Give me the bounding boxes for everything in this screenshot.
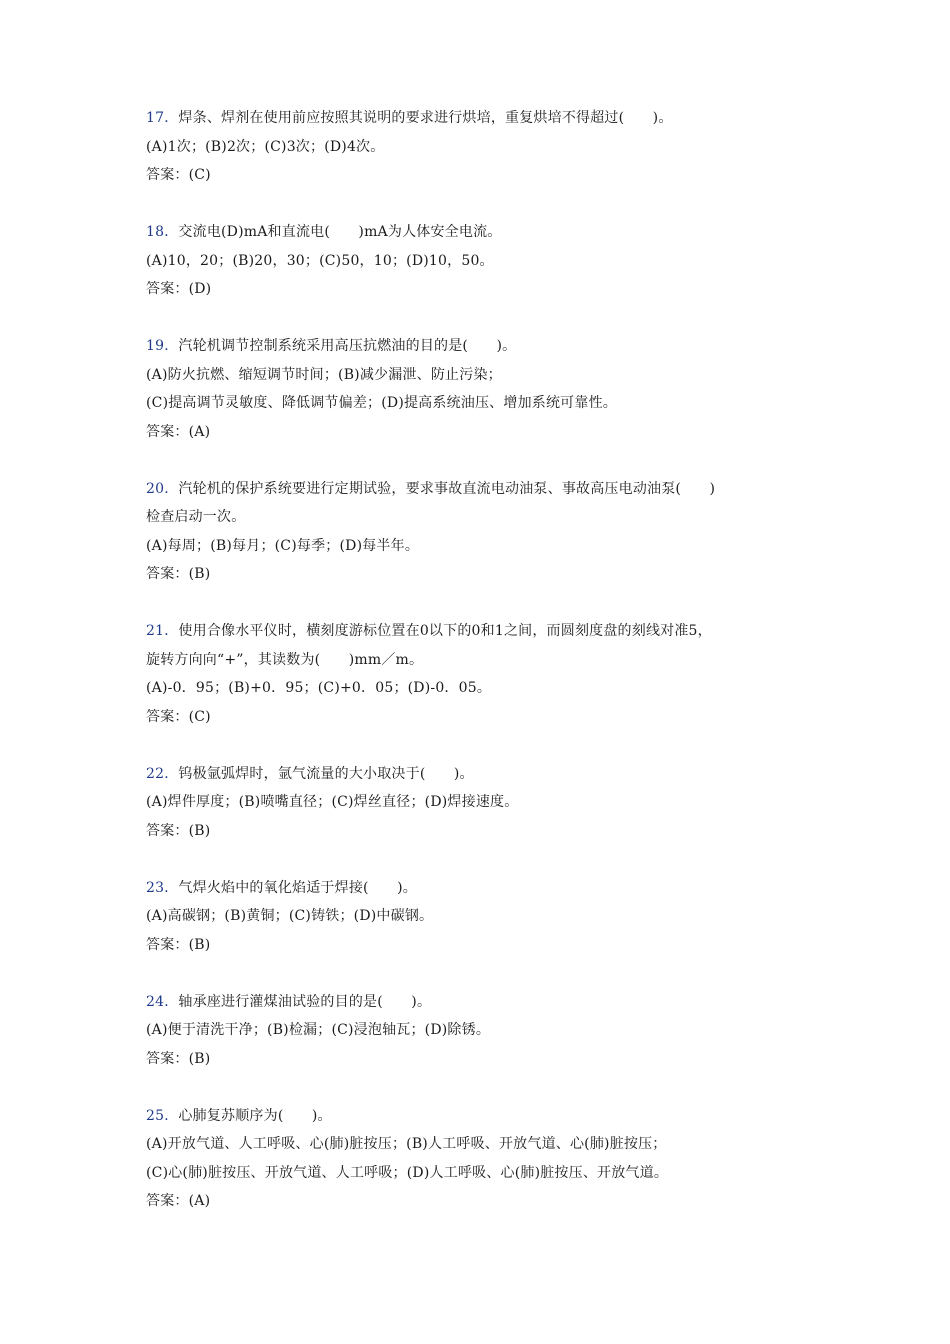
question-block [146, 475, 826, 618]
question-options: (A)10，20；(B)20，30；(C)50，10；(D)10，50。 [146, 252, 494, 269]
question-answer: 答案：(B) [146, 566, 211, 582]
question-options: (C)提高调节灵敏度、降低调节偏差；(D)提高系统油压、增加系统可靠性。 [146, 395, 617, 411]
spacer [146, 589, 826, 618]
question-options: (A)开放气道、人工呼吸、心(肺)脏按压；(B)人工呼吸、开放气道、心(肺)脏按压； [146, 1136, 667, 1152]
question-stem: 检查启动一次。 [146, 509, 246, 525]
question-block [146, 617, 826, 760]
question-text [146, 1102, 826, 1131]
question-stem: 轴承座进行灌煤油试验的目的是( )。 [178, 993, 432, 1010]
question-text [146, 646, 826, 675]
question-options: (A)高碳钢；(B)黄铜；(C)铸铁；(D)中碳钢。 [146, 908, 434, 924]
question-number: 23． [146, 879, 179, 896]
spacer [146, 304, 826, 333]
spacer [146, 1073, 826, 1102]
question-text [146, 332, 826, 361]
question-block [146, 988, 826, 1102]
question-options: (A)每周；(B)每月；(C)每季；(D)每半年。 [146, 537, 420, 554]
spacer [146, 1216, 826, 1245]
question-text [146, 218, 826, 247]
question-number: 18． [146, 224, 179, 240]
question-number: 25． [146, 1107, 179, 1124]
question-stem: 焊条、焊剂在使用前应按照其说明的要求进行烘培，重复烘培不得超过( )。 [178, 110, 673, 126]
question-stem: 气焊火焰中的氧化焰适于焊接( )。 [178, 879, 417, 896]
spacer [146, 446, 826, 475]
question-stem: 交流电(D)mA和直流电( )mA为人体安全电流。 [178, 224, 502, 240]
question-stem: 汽轮机的保护系统要进行定期试验，要求事故直流电动油泵、事故高压电动油泵( ) [178, 480, 716, 497]
question-text [146, 988, 826, 1017]
spacer [146, 845, 826, 874]
question-answer: 答案：(B) [146, 1050, 211, 1067]
question-options: (C)心(肺)脏按压、开放气道、人工呼吸；(D)人工呼吸、心(肺)脏按压、开放气道。 [146, 1164, 669, 1181]
question-block [146, 760, 826, 874]
question-block [146, 104, 826, 218]
question-text [146, 104, 826, 133]
question-number: 24． [146, 993, 179, 1010]
question-number: 17． [146, 110, 179, 126]
question-number: 22． [146, 765, 179, 782]
question-stem: 使用合像水平仪时，横刻度游标位置在0以下的0和1之间，而圆刻度盘的刻线对准5， [178, 623, 712, 639]
question-text [146, 874, 826, 903]
spacer [146, 959, 826, 988]
question-answer: 答案：(A) [146, 423, 211, 440]
question-answer: 答案：(B) [146, 936, 211, 953]
question-number: 19． [146, 338, 179, 354]
question-block [146, 1102, 826, 1245]
question-options: (A)便于清洗干净；(B)检漏；(C)浸泡轴瓦；(D)除锈。 [146, 1022, 491, 1038]
question-text [146, 760, 826, 789]
question-answer: 答案：(B) [146, 822, 211, 839]
question-options: (A)-0．95；(B)+0．95；(C)+0．05；(D)-0．05。 [146, 680, 492, 696]
question-options: (A)焊件厚度；(B)喷嘴直径；(C)焊丝直径；(D)焊接速度。 [146, 794, 519, 810]
question-text [146, 475, 826, 504]
spacer [146, 731, 826, 760]
question-block [146, 332, 826, 475]
question-stem: 心肺复苏顺序为( )。 [178, 1107, 332, 1124]
question-text [146, 617, 826, 646]
question-block [146, 874, 826, 988]
spacer [146, 190, 826, 219]
question-options: (A)1次；(B)2次；(C)3次；(D)4次。 [146, 138, 385, 155]
question-stem: 钨极氩弧焊时，氩气流量的大小取决于( )。 [178, 765, 474, 782]
question-stem: 汽轮机调节控制系统采用高压抗燃油的目的是( )。 [178, 338, 517, 354]
question-answer: 答案：(D) [146, 281, 212, 297]
question-answer: 答案：(C) [146, 708, 211, 725]
question-number: 20． [146, 480, 179, 497]
question-number: 21． [146, 623, 179, 639]
question-block [146, 218, 826, 332]
question-options: (A)防火抗燃、缩短调节时间；(B)减少漏泄、防止污染； [146, 366, 502, 383]
document-page [146, 104, 826, 1244]
question-answer: 答案：(A) [146, 1193, 211, 1209]
question-stem: 旋转方向向“+”，其读数为( )mm／m。 [146, 651, 424, 668]
question-answer: 答案：(C) [146, 167, 211, 183]
question-text [146, 503, 826, 532]
